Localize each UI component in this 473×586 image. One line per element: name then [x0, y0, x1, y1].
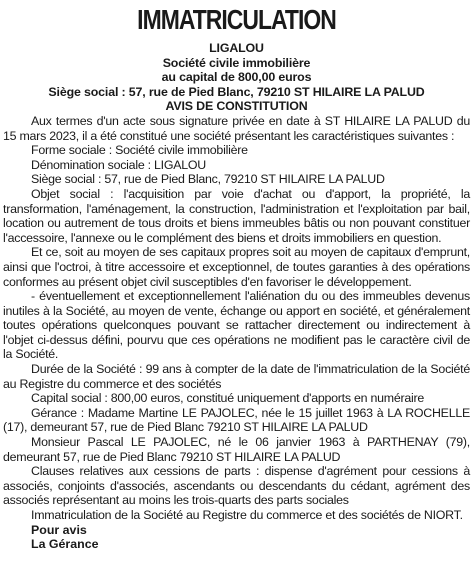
duration-text: Durée de la Société : 99 ans à compter de la date de l'immatriculation de la Société au Registre du commerce et des sociétés — [3, 362, 470, 391]
notice-title: AVIS DE CONSTITUTION — [165, 99, 308, 114]
intro-paragraph — [3, 114, 470, 143]
share-transfer-text: Clauses relatives aux cessions de parts : dispense d'agrément pour cessions à associés, conjoints d'associés, ascendants ou descendants du cédant, agrément des associés représentant au moins les trois-quarts des parts sociales — [3, 464, 470, 508]
manager-2-text: Monsieur Pascal LE PAJOLEC, né le 06 janvier 1963 à PARTHENAY (79), demeurant 57, rue de Pied Blanc 79210 ST HILAIRE LA PALUD — [3, 435, 470, 464]
purpose-text: Objet social : l'acquisition par voie d'achat ou d'apport, la propriété, la transformation, l'aménagement, la construction, l'administration et l'exploitation par bail, location ou autrement de tous droits et biens immeubles bâtis ou non pouvant constituer l'accessoire, l'annexe ou le complément des biens et droits immobiliers en question. — [3, 186, 470, 245]
purpose-text-2: Et ce, soit au moyen de ses capitaux propres soit au moyen de capitaux d'emprunt, ainsi que l'octroi, à titre accessoire et exceptionnel, de toutes garanties à des opérations conformes au présent objet civil susceptibles d'en favoriser le développement. — [3, 245, 470, 289]
denomination: Dénomination sociale : LIGALOU — [31, 157, 207, 172]
notice-heading: IMMATRICULATION — [137, 4, 336, 35]
company-type: Société civile immobilière — [162, 55, 311, 70]
registration: Immatriculation de la Société au Registre du commerce et des sociétés de NIORT. — [31, 508, 463, 522]
share-capital: Capital social : 800,00 euros, constitué uniquement d'apports en numéraire — [31, 391, 425, 406]
intro-text: Aux termes d'un acte sous signature privée en date à ST HILAIRE LA PALUD du 15 mars 2023, il a été constitué une société présentant les caractéristiques suivantes : — [3, 113, 470, 143]
signature: La Gérance — [31, 537, 99, 552]
manager-2-paragraph — [3, 435, 470, 464]
office-address: Siège social : 57, rue de Pied Blanc, 79210 ST HILAIRE LA PALUD — [31, 172, 385, 187]
purpose-text-3: - éventuellement et exceptionnellement l'aliénation du ou des immeubles devenus inutiles à la Société, au moyen de vente, échange ou apport en société, et généralement toutes opérations quelconques pouvant se rattacher directement ou indirectement à l'objet ci-dessus défini, pourvu que ces opérations ne modifient pas le caractère civil de la Société. — [3, 289, 470, 362]
duration-paragraph — [3, 362, 470, 391]
legal-form: Forme sociale : Société civile immobilière — [31, 143, 248, 158]
closing-text: Pour avis — [31, 522, 87, 537]
purpose-paragraph-2 — [3, 245, 470, 289]
purpose-paragraph-3 — [3, 289, 470, 362]
purpose-paragraph — [3, 187, 470, 245]
company-registered-office: Siège social : 57, rue de Pied Blanc, 79210 ST HILAIRE LA PALUD — [48, 84, 425, 99]
company-capital: au capital de 800,00 euros — [161, 70, 312, 85]
management-text: Gérance : Madame Martine LE PAJOLEC, née le 15 juillet 1963 à LA ROCHELLE (17), demeurant 57, rue de Pied Blanc 79210 ST HILAIRE LA PALUD — [3, 405, 470, 435]
share-transfer-paragraph — [3, 464, 470, 508]
management-paragraph — [3, 406, 470, 435]
company-name: LIGALOU — [209, 41, 264, 55]
